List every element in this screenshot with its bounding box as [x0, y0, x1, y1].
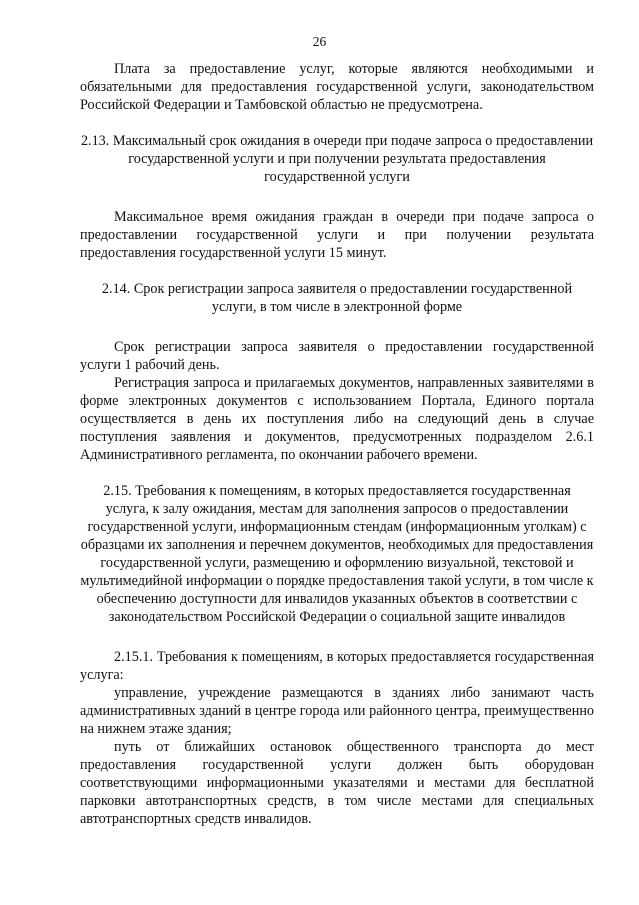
paragraph-waiting-time: Максимальное время ожидания граждан в очереди при подаче запроса о предоставлении государственной услуги и при получении результата предоставления государственной услуги 15 минут. — [80, 209, 594, 261]
paragraph-registration-term: Срок регистрации запроса заявителя о предоставлении государственной услуги 1 рабочий день. — [80, 339, 594, 373]
document-body — [80, 60, 594, 828]
paragraph-building-location: управление, учреждение размещаются в зданиях либо занимают часть административных зданий в центре города или районного центра, преимущественно на нижнем этаже здания; — [80, 685, 594, 737]
heading-2-15: 2.15. Требования к помещениям, в которых предоставляется государственная услуга, к залу ожидания, местам для заполнения запросов о предоставлении государственной услуги, информационным стендам (информационным уголкам) с образцами их заполнения и перечнем документов, необходимых для предоставления государственной услуги, размещению и оформлению визуальной, текстовой и мультимедийной информации о порядке предоставления такой услуги, в том числе к обеспечению доступности для инвалидов указанных объектов в соответствии с законодательством Российской Федерации о социальной защите инвалидов — [80, 483, 594, 625]
heading-2-14: 2.14. Срок регистрации запроса заявителя о предоставлении государственной услуги, в том числе в электронной форме — [101, 281, 573, 315]
paragraph-2-15-1: 2.15.1. Требования к помещениям, в которых предоставляется государственная услуга: — [80, 649, 594, 683]
paragraph-registration-electronic: Регистрация запроса и прилагаемых документов, направленных заявителями в форме электронных документов с использованием Портала, Единого портала осуществляется в день их поступления либо на следующий день в случае поступления заявления и документов, предусмотренных подразделом 2.6.1 Административного регламента, по окончании рабочего времени. — [80, 375, 594, 463]
page-number: 26 — [312, 34, 327, 49]
paragraph-fee: Плата за предоставление услуг, которые являются необходимыми и обязательными для предоставления государственной услуги, законодательством Российской Федерации и Тамбовской областью не предусмотрена. — [80, 61, 594, 113]
paragraph-transport-path: путь от ближайших остановок общественного транспорта до мест предоставления государственной услуги должен быть оборудован соответствующими информационными указателями и местами для бесплатной парковки автотранспортных средств, в том числе местами для специальных автотранспортных средств инвалидов. — [80, 739, 594, 827]
heading-2-13: 2.13. Максимальный срок ожидания в очереди при подаче запроса о предоставлении государственной услуги и при получении результата предоставления государственной услуги — [80, 133, 594, 185]
